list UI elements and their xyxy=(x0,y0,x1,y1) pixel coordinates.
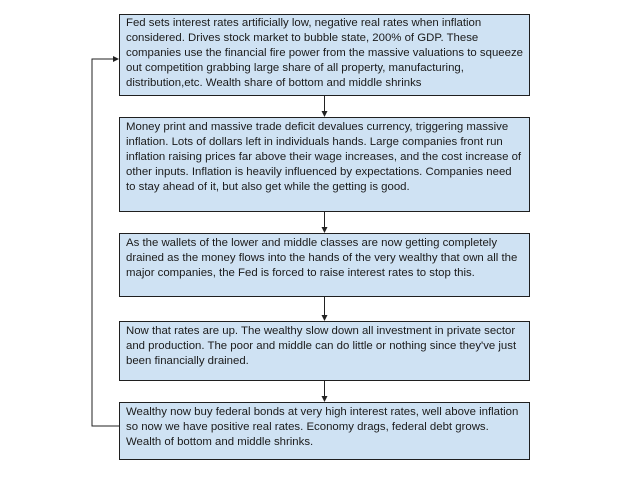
flow-box-2 xyxy=(119,117,530,212)
flow-box-4 xyxy=(119,321,530,381)
flow-box-5-text: Wealthy now buy federal bonds at very high interest rates, well above inflation so now we have positive real rates. Economy drags, federal debt grows. Wealth of bottom and middle shrinks. xyxy=(126,406,519,448)
flow-box-5 xyxy=(119,402,530,460)
flow-box-4-text: Now that rates are up. The wealthy slow down all investment in private sector and production. The poor and middle can do little or nothing since they've just been financially drained. xyxy=(126,325,517,367)
flow-box-3-text: As the wallets of the lower and middle classes are now getting completely drained as the money flows into the hands of the very wealthy that own all the major companies, the Fed is forced to raise interest rates to stop this. xyxy=(126,237,518,279)
arrow-loop-back xyxy=(92,59,119,426)
flow-box-1-text: Fed sets interest rates artificially low, negative real rates when inflation considered. Drives stock market to bubble state, 200% of GDP. These companies use the financial fire power from the massive valuations to squeeze out competition grabbing large share of all property, manufacturing, distribution,etc. Wealth share of bottom and middle shrinks xyxy=(126,17,523,89)
flow-box-1 xyxy=(119,14,530,96)
flow-box-2-text: Money print and massive trade deficit devalues currency, triggering massive inflation. Lots of dollars left in individuals hands. Large companies front run inflation raising prices far above their wage increases, and the cost increase of other inputs. Inflation is heavily influenced by expectations. Companies need to stay ahead of it, but also get while the getting is good. xyxy=(126,121,522,193)
flow-box-3 xyxy=(119,233,530,297)
